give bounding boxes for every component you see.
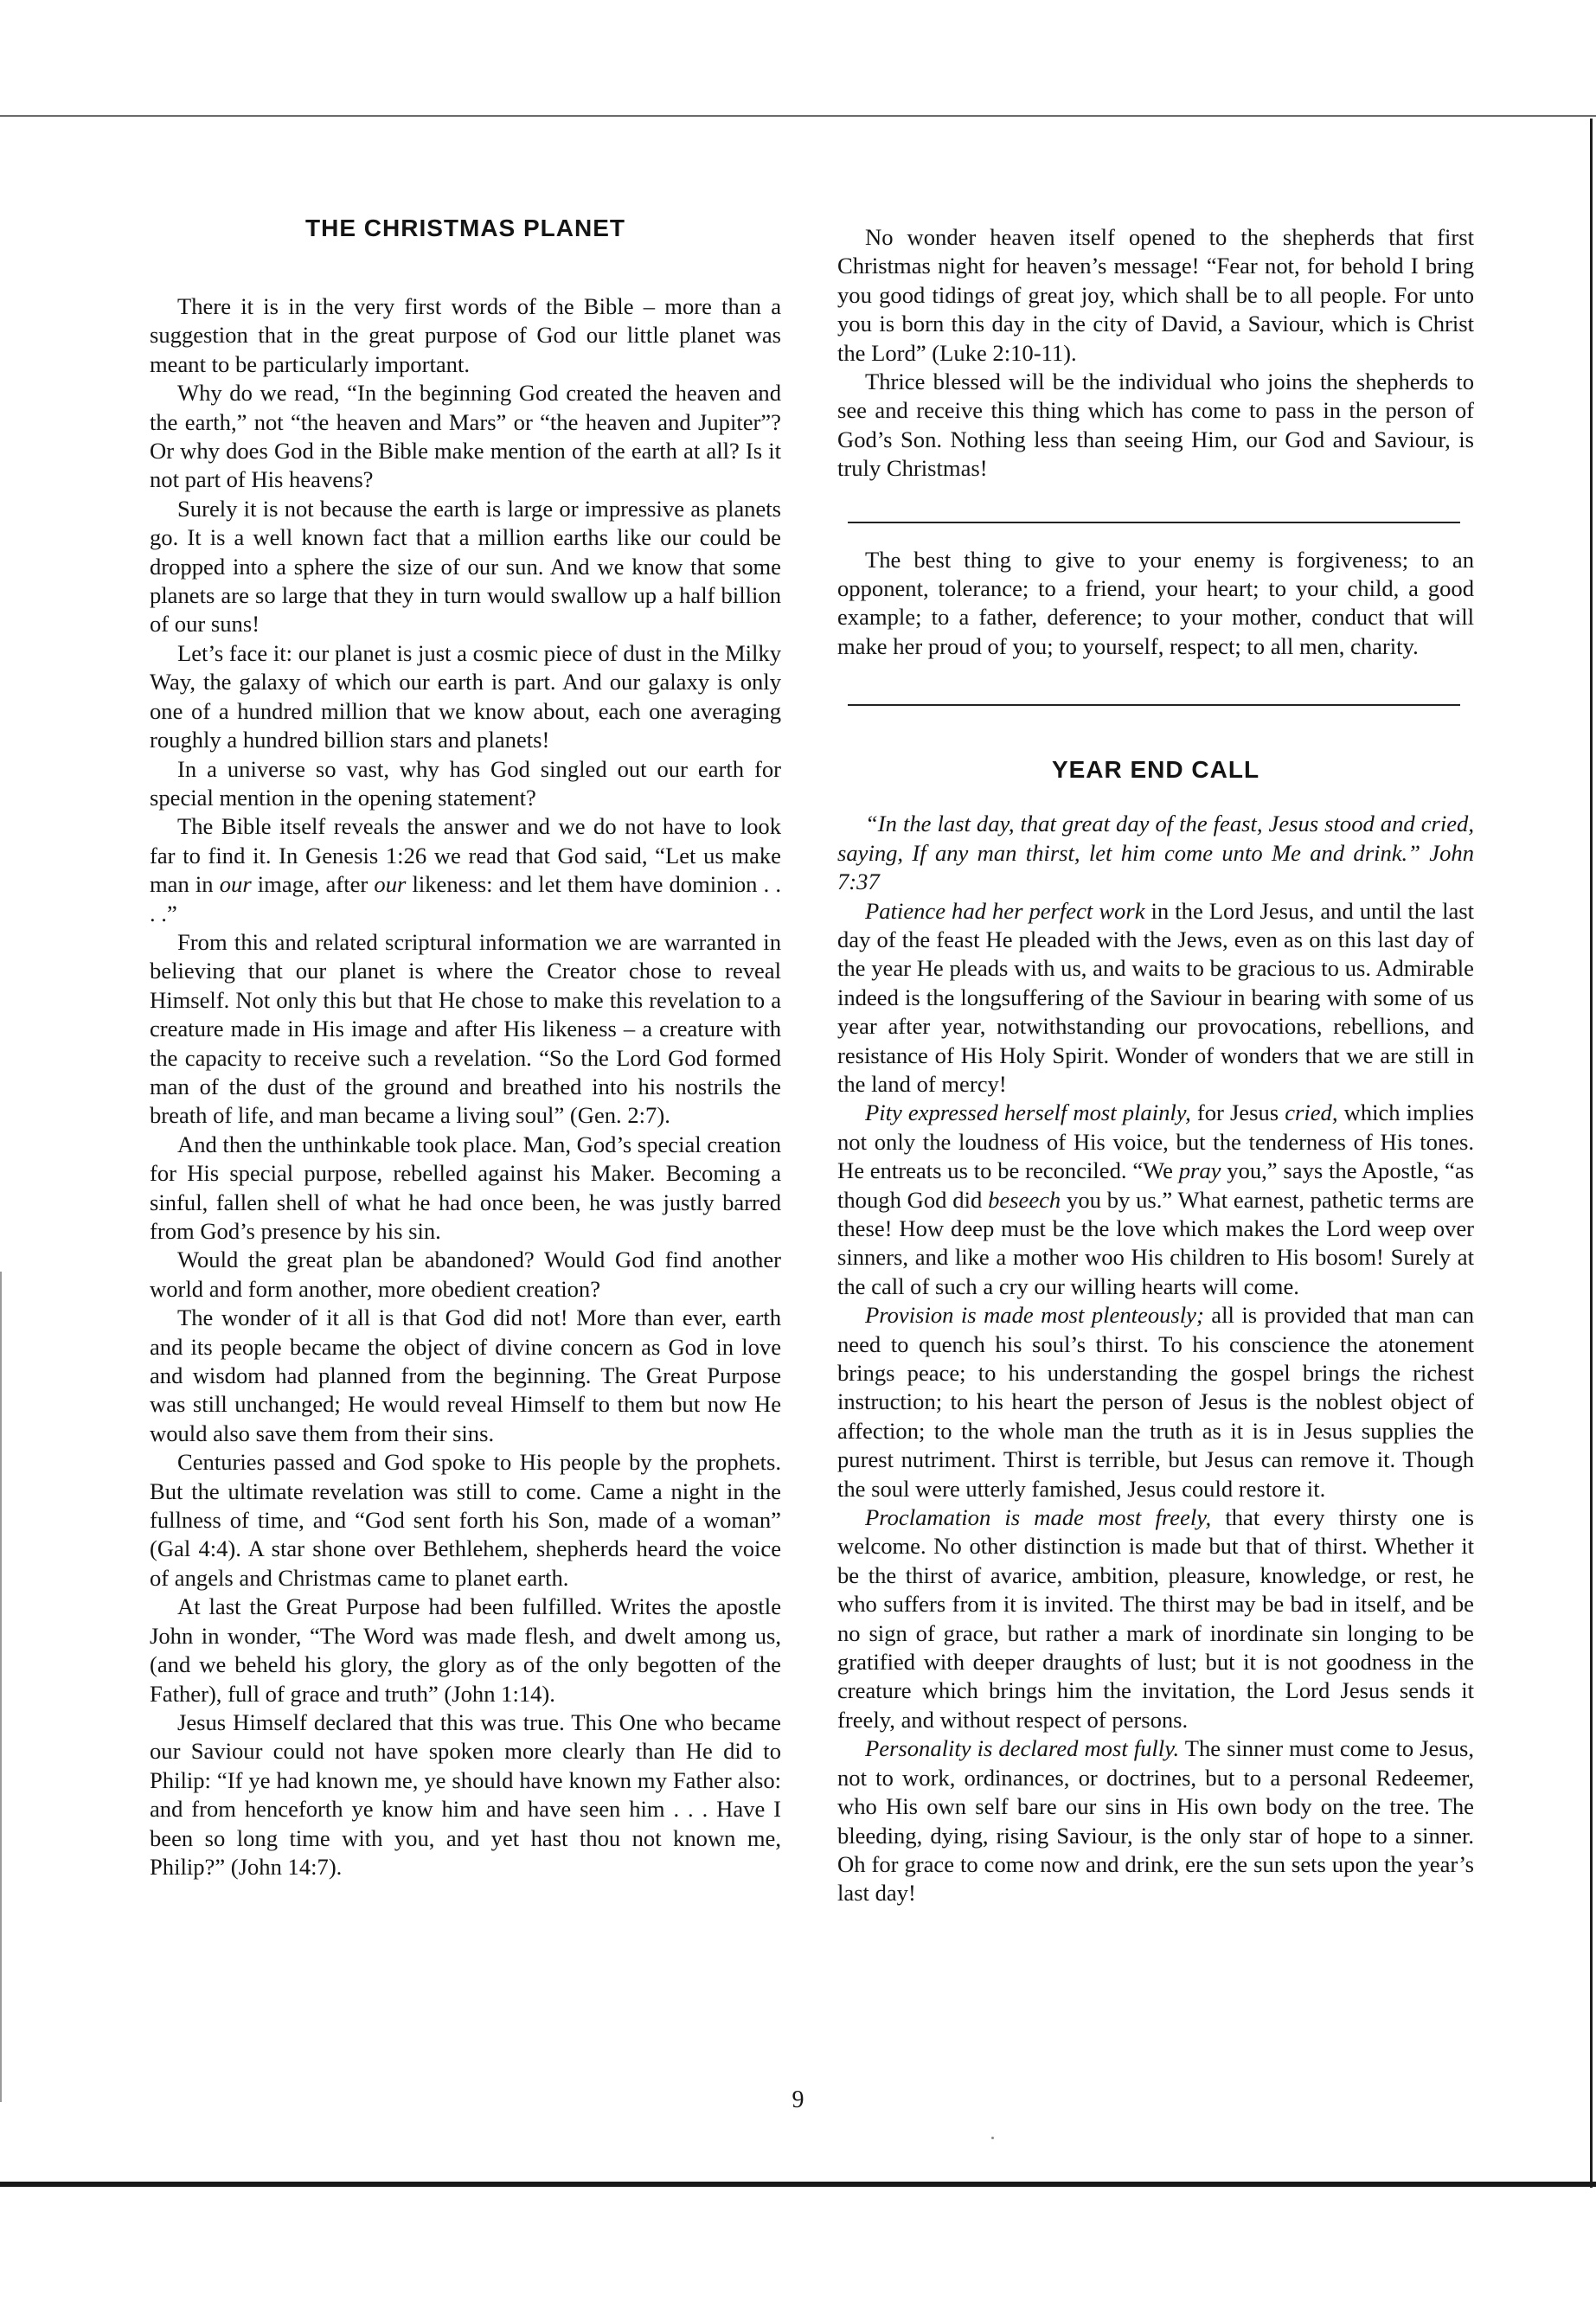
paragraph-genesis (150, 812, 781, 928)
text-run: The sinner must come to Jesus, not to work, ordinances, or doctrines, but to a personal Redeemer, who His own self bare our sins in His own body on the tree. The bleeding, dying, rising Saviour, is the only star of hope to a sinner. Oh for grace to come now and drink, ere the sun sets upon the year’s last day! (837, 1735, 1474, 1907)
paragraph (837, 1503, 1474, 1734)
article-title: YEAR END CALL (1051, 756, 1260, 784)
emphasis: Personality is declared most fully. (865, 1735, 1180, 1762)
scan-bottom-edge (0, 2182, 1596, 2187)
paragraph: Jesus Himself declared that this was true. This One who became our Saviour could not have spoken more clearly than He did to Philip: “If ye had known me, ye should have known my Father also: and from henceforth ye know him and have seen him . . . Have I been so long time with you, and yet hast thou not known me, Philip?” (John 14:7). (150, 1708, 781, 1880)
divider-rule (848, 704, 1460, 706)
paragraph (837, 897, 1474, 1099)
emphasis: cried, (1285, 1099, 1338, 1126)
emphasis: Proclamation is made most freely, (865, 1504, 1212, 1531)
text-run: likeness: and let them have dominion . . . .” (150, 871, 781, 926)
scan-speck (991, 2137, 994, 2139)
scan-left-edge (0, 1272, 2, 2102)
text-run: in the Lord Jesus, and until the last day of the feast He pleaded with the Jews, even as on this last day of the year He pleads with us, and waits to be gracious to us. Admirable indeed is the longsuffering of the Saviour in bearing with some of us year after year, notwithstanding our provocations, rebellions, and resistance of His Holy Spirit. Wonder of wonders that we are still in the land of mercy! (837, 897, 1474, 1097)
divider-rule (848, 522, 1460, 523)
text-run: that every thirsty one is welcome. No other distinction is made but that of thirst. Whether it be the thirst of avarice, ambition, pleasure, knowledge, or rest, he who suffers from it is invited. The thirst may be bad in itself, and be no sign of grace, but rather a mark of inordinate sin longing to be gratified with deeper draughts of lust; but it is not goodness in the creature which brings him the invitation, the Lord Jesus sends it freely, and without respect of persons. (837, 1504, 1475, 1733)
scan-top-edge (0, 115, 1596, 117)
text-run: all is provided that man can need to quench his soul’s thirst. To his conscience the atonement brings peace; to his understanding the gospel brings the richest instruction; to his heart the person of Jesus is the noblest object of affection; to the whole man the truth as it is in Jesus supplies the purest nutriment. Thirst is terrible, but Jesus can remove it. Though the soul were utterly famished, Jesus could restore it. (837, 1302, 1475, 1502)
epigraph: “In the last day, that great day of the feast, Jesus stood and cried, saying, If any man thirst, let him come unto Me and drink.” John 7:37 (837, 811, 1474, 895)
best-thing-paragraph: The best thing to give to your enemy is forgiveness; to an opponent, tolerance; to a friend, your heart; to your child, a good example; to a father, deference; to your mother, conduct that will make her proud of you; to yourself, respect; to all men, charity. (837, 546, 1474, 659)
right-column (837, 223, 1474, 1908)
paragraph: No wonder heaven itself opened to the shepherds that first Christmas night for heaven’s message! “Fear not, for behold I bring you good tidings of great joy, which shall be to all people. For unto you is born this day in the city of David, a Saviour, which is Christ the Lord” (Luke 2:10-11). (837, 224, 1474, 366)
emphasis: Provision is made most plenteously; (865, 1302, 1204, 1329)
paragraph: Would the great plan be abandoned? Would God find another world and form another, more obedient creation? (150, 1247, 781, 1302)
paragraph: Let’s face it: our planet is just a cosmic piece of dust in the Milky Way, the galaxy of which our earth is part. And our galaxy is only one of a hundred million that we know about, each one averaging roughly a hundred billion stars and planets! (150, 639, 781, 753)
paragraph: At last the Great Purpose had been fulfilled. Writes the apostle John in wonder, “The Word was made flesh, and dwelt among us, (and we beheld his glory, the glory as of the only begotten of the Father), full of grace and truth” (John 1:14). (150, 1593, 781, 1707)
emphasis: Pity expressed herself most plainly, (865, 1099, 1191, 1126)
article-title: THE CHRISTMAS PLANET (305, 215, 625, 241)
text-run: image, after (251, 871, 375, 898)
page-number: 9 (792, 2086, 804, 2113)
text-run: for Jesus (1190, 1099, 1285, 1126)
paragraph: Why do we read, “In the beginning God created the heaven and the earth,” not “the heaven and Mars” or “the heaven and Jupiter”? Or why does God in the Bible make mention of the earth at all? Is it not part of His heavens? (150, 380, 781, 493)
paragraph (837, 1301, 1474, 1503)
text-run: which implies not only the loudness of His voice, but the tenderness of His tones. He entreats us to be reconciled. “We (837, 1099, 1474, 1184)
emphasis: our (374, 871, 407, 898)
paragraph: Centuries passed and God spoke to His people by the prophets. But the ultimate revelation was still to come. Came a night in the fullness of time, and “God sent forth his Son, made of a woman” (Gal 4:4). A star shone over Bethlehem, shepherds heard the voice of angels and Christmas came to planet earth. (150, 1449, 781, 1591)
text-run: you,” says the Apostle, “as though God did (837, 1157, 1474, 1213)
paragraph: The wonder of it all is that God did not! More than ever, earth and its people became the object of divine concern as God in love and wisdom had planned from the beginning. The Great Purpose was still unchanged; He would reveal Himself to them but now He would also save them from their sins. (150, 1304, 781, 1446)
paragraph (837, 1734, 1474, 1907)
paragraph: Surely it is not because the earth is large or impressive as planets go. It is a well known fact that a million earths like our could be dropped into a sphere the size of our sun. And we know that some planets are so large that they in turn would swallow up a half billion of our suns! (150, 495, 781, 638)
emphasis: Patience had her perfect work (865, 897, 1145, 924)
emphasis: pray (1178, 1157, 1221, 1184)
paragraph: In a universe so vast, why has God singled out our earth for special mention in the opening statement? (150, 755, 781, 811)
left-column (150, 215, 781, 1881)
paragraph: There it is in the very first words of the Bible – more than a suggestion that in the great purpose of God our little planet was meant to be particularly important. (150, 293, 781, 377)
text-run: The Bible itself reveals the answer and we do not have to look far to find it. In Genesis 1:26 we read that God said, “Let us make man in (150, 813, 781, 898)
paragraph: Thrice blessed will be the individual who joins the shepherds to see and receive this thing which has come to pass in the person of God’s Son. Nothing less than seeing Him, our God and Saviour, is truly Christmas! (837, 369, 1474, 482)
paragraph: From this and related scriptural information we are warranted in believing that our planet is where the Creator chose to reveal Himself. Not only this but that He chose to make this revelation to a creature made in His image and after His likeness – a creature with the capacity to receive such a revelation. “So the Lord God formed man of the dust of the ground and breathed into his nostrils the breath of life, and man became a living soul” (Gen. 2:7). (150, 928, 781, 1129)
scan-right-edge (1590, 119, 1593, 2188)
emphasis: our (219, 871, 252, 898)
paragraph (837, 1099, 1474, 1301)
emphasis: beseech (988, 1186, 1061, 1213)
text-run: you by us.” What earnest, pathetic terms are these! How deep must be the love which makes the Lord weep over sinners, and like a mother woo His children to His bosom! Surely at the call of such a cry our willing hearts will come. (837, 1186, 1474, 1299)
paragraph: And then the unthinkable took place. Man, God’s special creation for His special purpose, rebelled against his Maker. Becoming a sinful, fallen shell of what he had once been, he was justly barred from God’s presence by his sin. (150, 1131, 781, 1244)
